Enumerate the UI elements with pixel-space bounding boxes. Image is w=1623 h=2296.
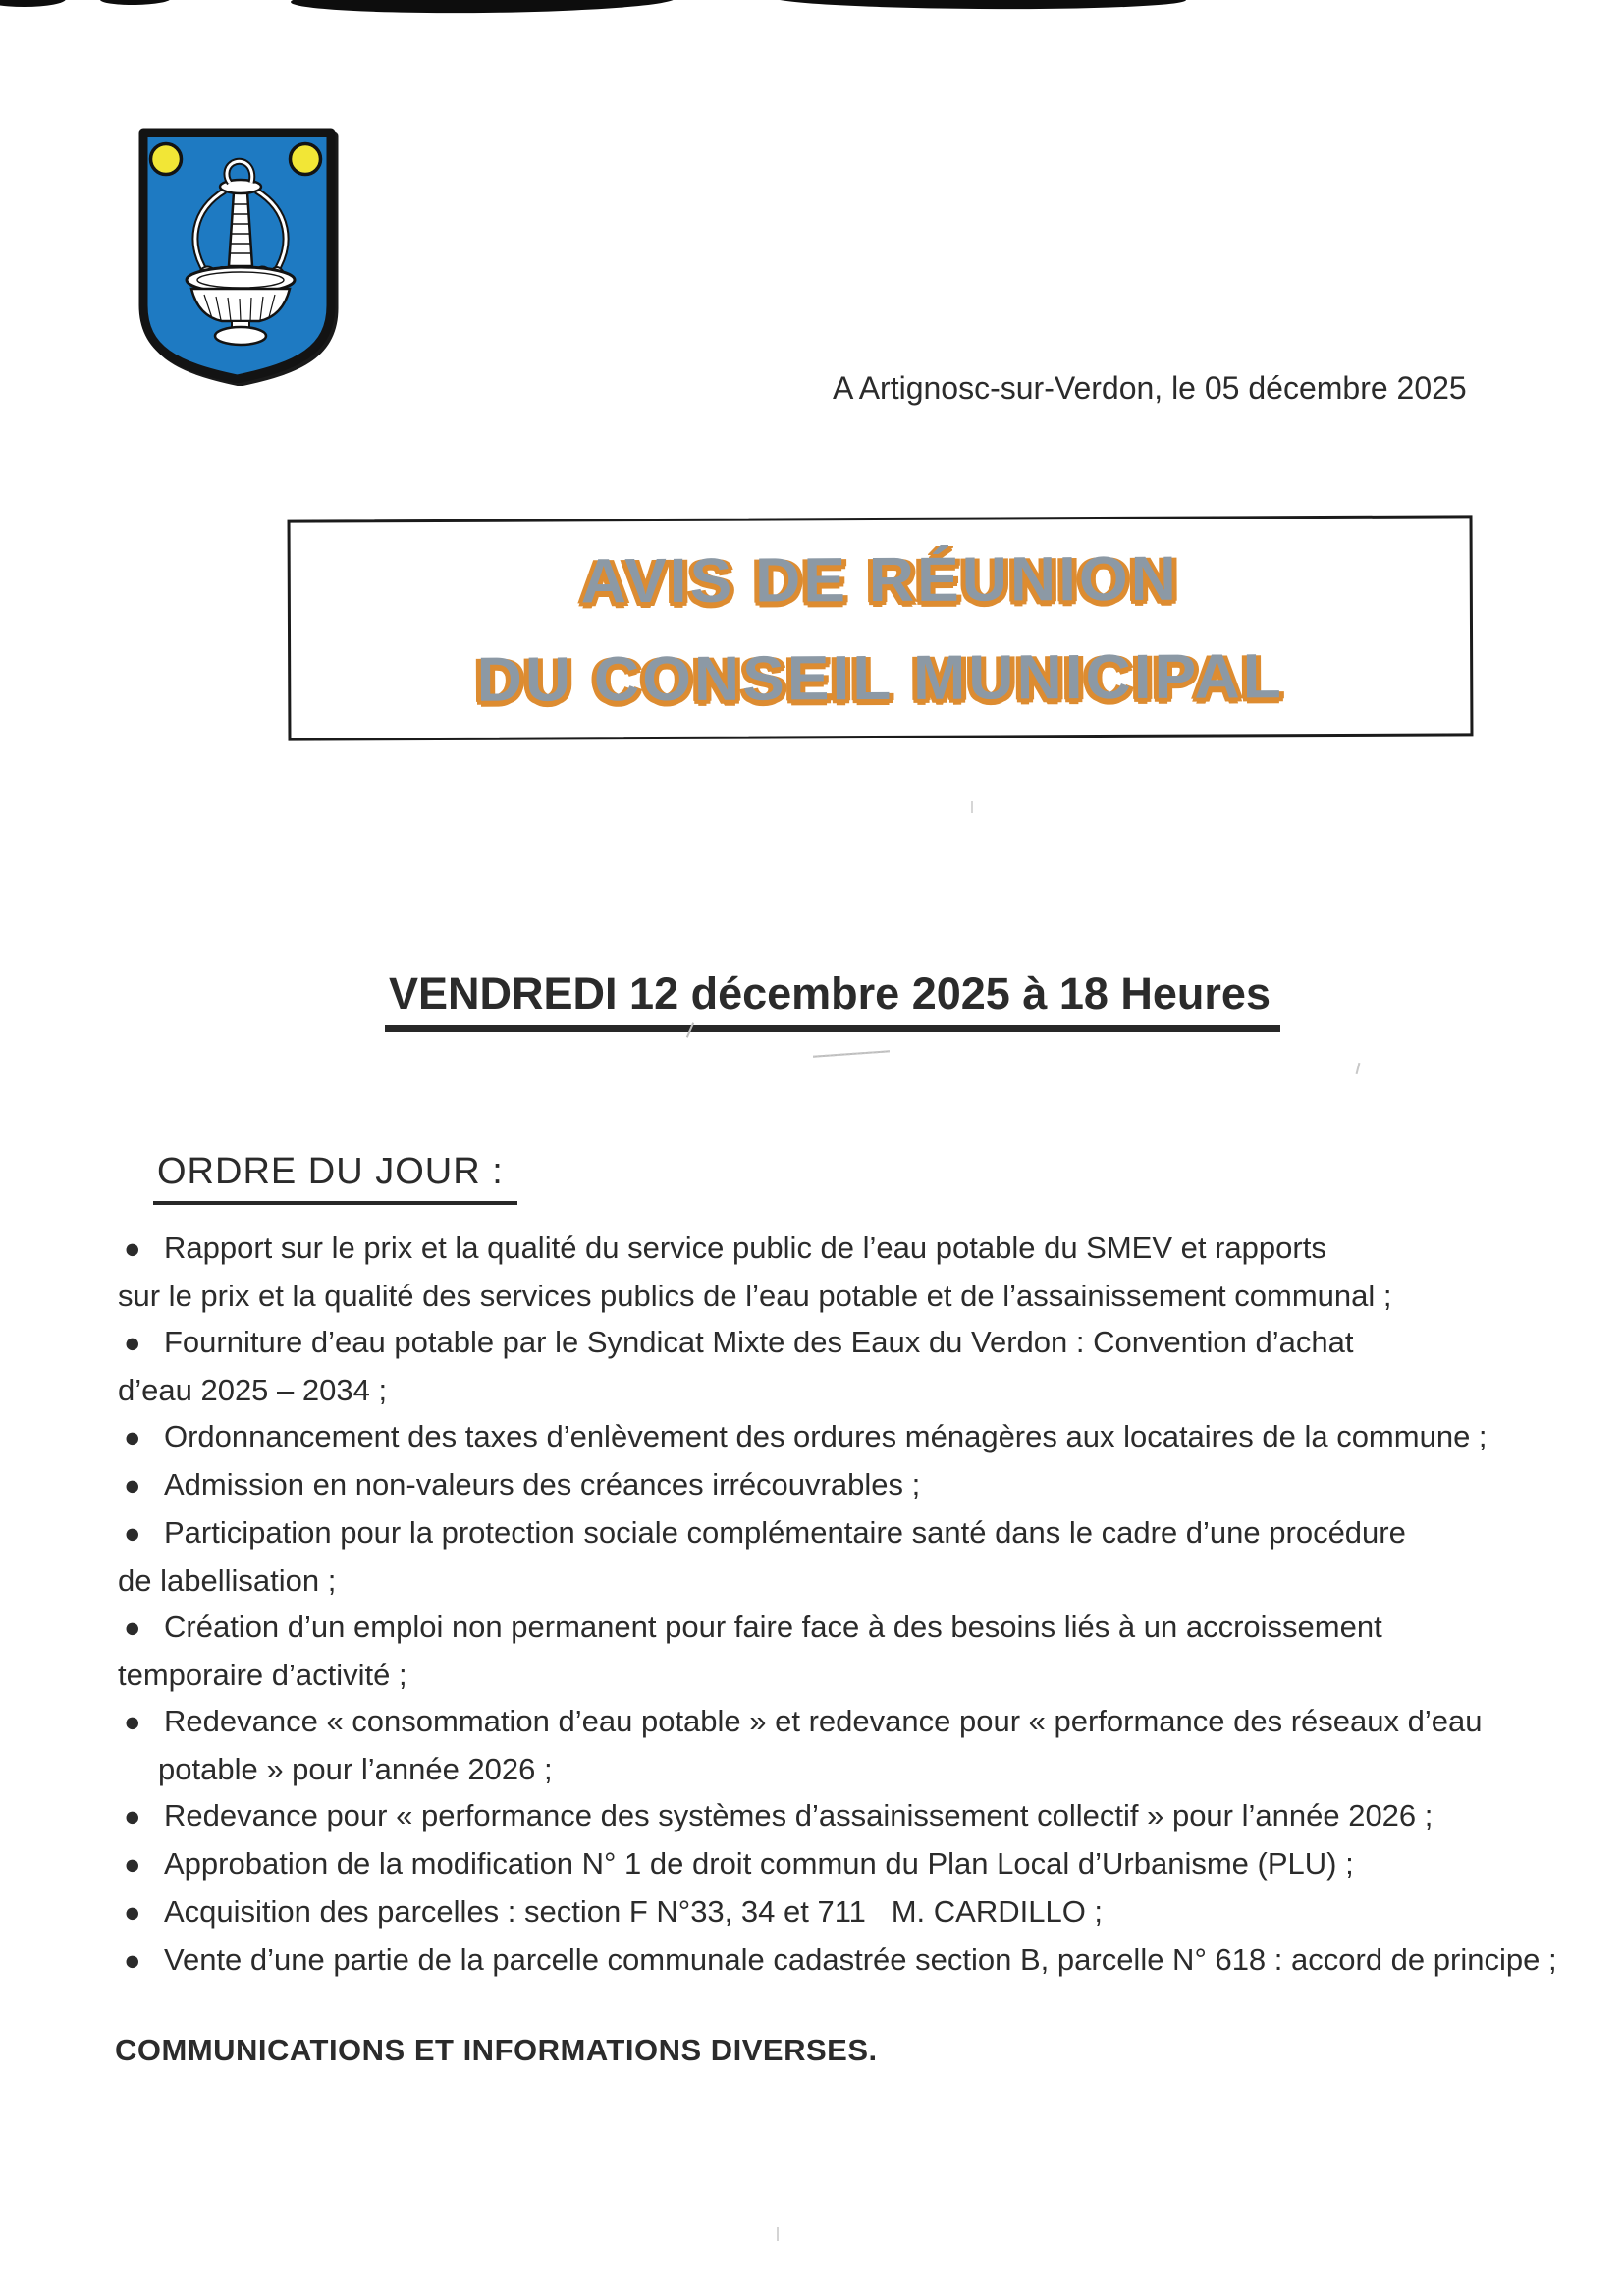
agenda-line: ● Approbation de la modification N° 1 de droit commun du Plan Local d’Urbanisme (PLU) ; [118,1840,1610,1888]
agenda-line: ● Redevance pour « performance des systèmes d’assainissement collectif » pour l’année 2026 ; [118,1792,1610,1840]
bullet-dot-icon: ● [124,1518,141,1550]
agenda-line: potable » pour l’année 2026 ; [158,1752,553,1786]
agenda-line: ● Acquisition des parcelles : section F N°33, 34 et 711 M. CARDILLO ; [118,1888,1610,1937]
agenda-line: ● Redevance « consommation d’eau potable » et redevance pour « performance des réseaux d’eau [118,1698,1610,1746]
bullet-dot-icon: ● [124,1849,141,1881]
communications-footer: COMMUNICATIONS ET INFORMATIONS DIVERSES. [115,2033,878,2067]
bullet-dot-icon: ● [124,1233,141,1265]
agenda-line: de labellisation ; [118,1563,337,1598]
scan-artifact [100,0,171,6]
bullet-dot-icon: ● [124,1897,141,1929]
meeting-datetime-heading: VENDREDI 12 décembre 2025 à 18 Heures [385,968,1280,1032]
bullet-dot-icon: ● [124,1945,141,1977]
agenda-list [118,1225,1610,1985]
coat-of-arms-image [134,124,341,383]
scan-smudge [777,2227,779,2241]
bullet-dot-icon: ● [124,1470,141,1502]
scan-smudge [971,801,973,813]
agenda-line: ● Rapport sur le prix et la qualité du service public de l’eau potable du SMEV et rapports [118,1225,1610,1273]
scan-artifact [0,0,66,7]
agenda-line: temporaire d’activité ; [118,1658,407,1692]
agenda-line: ● Participation pour la protection sociale complémentaire santé dans le cadre d’une procédure [118,1509,1610,1558]
bullet-dot-icon: ● [124,1613,141,1644]
agenda-line: ● Admission en non-valeurs des créances irrécouvrables ; [118,1461,1610,1509]
notice-title-line1: AVIS DE RÉUNION [580,542,1180,617]
scan-smudge [813,1050,890,1057]
bullet-dot-icon: ● [124,1801,141,1832]
agenda-line: ● Création d’un emploi non permanent pour faire face à des besoins liés à un accroissement [118,1604,1610,1652]
agenda-line: sur le prix et la qualité des services publics de l’eau potable et de l’assainissement communal ; [118,1279,1392,1313]
agenda-line: ● Ordonnancement des taxes d’enlèvement des ordures ménagères aux locataires de la commune ; [118,1413,1610,1461]
bullet-dot-icon: ● [124,1707,141,1738]
agenda-heading: ORDRE DU JOUR : [153,1151,517,1205]
bullet-dot-icon: ● [124,1328,141,1359]
scan-artifact [772,0,1186,10]
notice-title-box [288,515,1474,740]
scan-artifact [291,0,676,15]
notice-title-line2: DU CONSEIL MUNICIPAL [476,640,1284,715]
agenda-line: ● Fourniture d’eau potable par le Syndicat Mixte des Eaux du Verdon : Convention d’achat [118,1319,1610,1367]
scan-smudge [1356,1063,1361,1074]
agenda-line: d’eau 2025 – 2034 ; [118,1373,388,1407]
agenda-line: ● Vente d’une partie de la parcelle communale cadastrée section B, parcelle N° 618 : accord de principe ; [118,1937,1610,1985]
place-date-line: A Artignosc-sur-Verdon, le 05 décembre 2025 [833,370,1467,406]
bullet-dot-icon: ● [124,1422,141,1453]
